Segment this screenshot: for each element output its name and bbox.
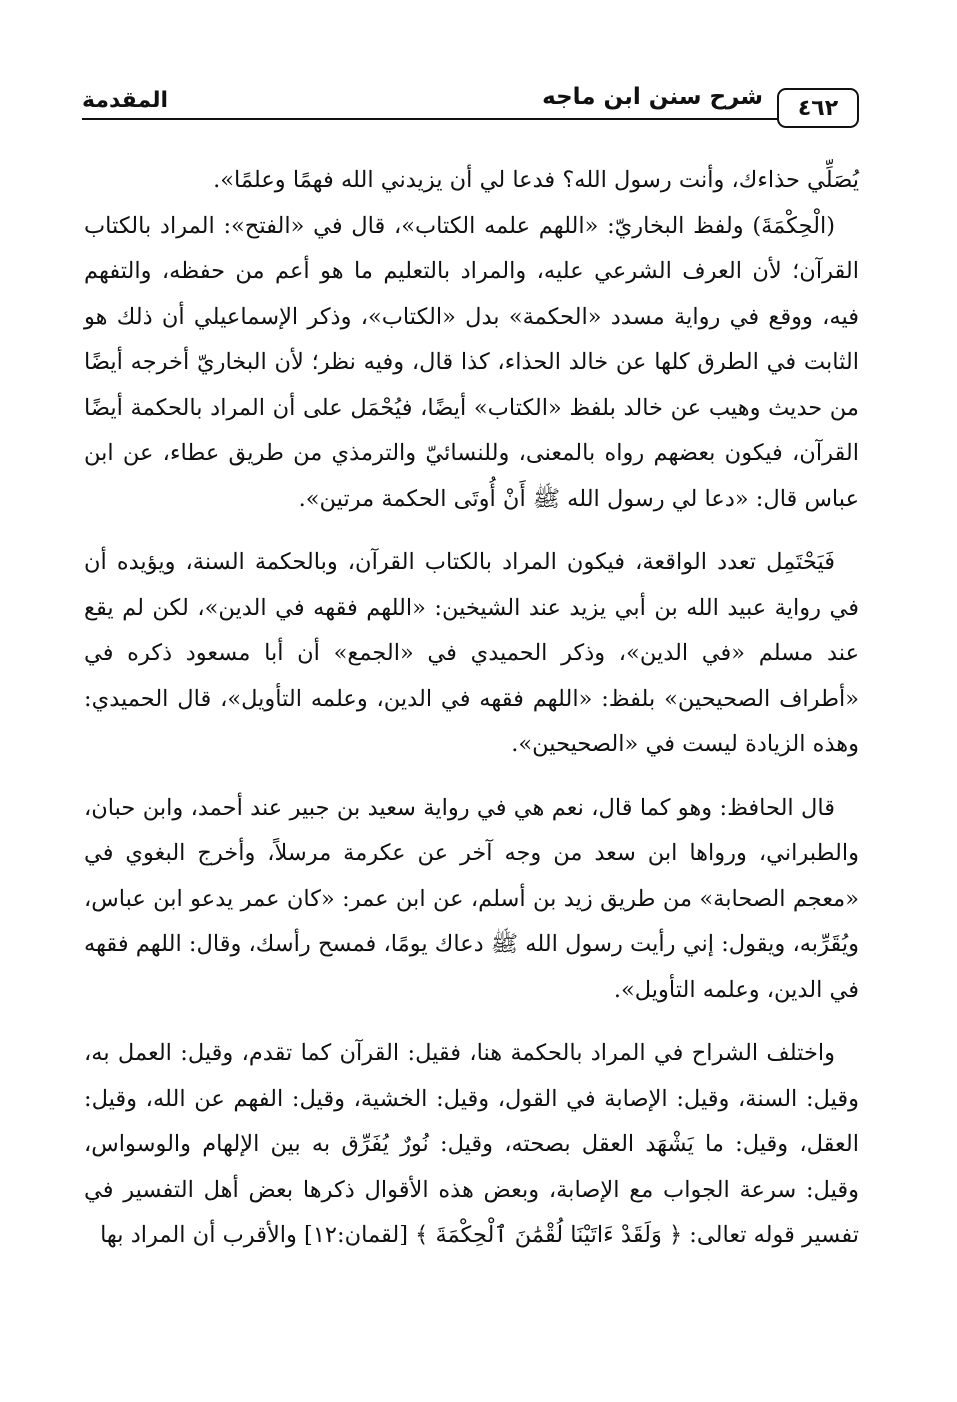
page-header bbox=[82, 78, 859, 136]
main-text bbox=[84, 158, 859, 1259]
book-title: شرح سنن ابن ماجه bbox=[542, 84, 763, 110]
paragraph-3: فَيَحْتَمِل تعدد الواقعة، فيكون المراد بالكتاب القرآن، وبالحكمة السنة، ويؤيده أن في رواية عبيد الله بن أبي يزيد عند الشيخين: «اللهم فقهه في الدين»، لكن لم يقع عند مسلم «في الدين»، وذكر الحميدي في «الجمع» أن أبا مسعود ذكره في «أطراف الصحيحين» بلفظ: «اللهم فقهه في الدين، وعلمه التأويل»، قال الحميدي: وهذه الزيادة ليست في «الصحيحين». bbox=[84, 549, 859, 757]
paragraph-1: يُصَلِّي حذاءك، وأنت رسول الله؟ فدعا لي أن يزيدني الله فهمًا وعلمًا». bbox=[213, 167, 859, 193]
paragraph-5: واختلف الشراح في المراد بالحكمة هنا، فقيل: القرآن كما تقدم، وقيل: العمل به، وقيل: السنة، وقيل: الإصابة في القول، وقيل: الخشية، وقيل: الفهم عن الله، وقيل: العقل، وقيل: ما يَشْهَد العقل بصحته، وقيل: نُورٌ يُفَرِّق به بين الإلهام والوسواس، وقيل: سرعة الجواب مع الإصابة، وبعض هذه الأقوال ذكرها بعض أهل التفسير في تفسير قوله تعالى: ﴿ وَلَقَدْ ءَاتَيْنَا لُقْمَٰنَ ٱلْحِكْمَةَ ﴾ [لقمان:١٢] والأقرب أن المراد بها bbox=[84, 1040, 859, 1248]
page-number-text: ٤٦٢ bbox=[797, 95, 839, 121]
section-title: المقدمة bbox=[82, 88, 169, 113]
page-number bbox=[777, 88, 859, 128]
header-divider bbox=[82, 118, 779, 120]
paragraph-4: قال الحافظ: وهو كما قال، نعم هي في رواية سعيد بن جبير عند أحمد، وابن حبان، والطبراني، ورواها ابن سعد من وجه آخر عن عكرمة مرسلاً، وأخرج البغوي في «معجم الصحابة» من طريق زيد بن أسلم، عن ابن عمر: «كان عمر يدعو ابن عباس، ويُقَرِّبه، ويقول: إني رأيت رسول الله ﷺ دعاك يومًا، فمسح رأسك، وقال: اللهم فقهه في الدين، وعلمه التأويل». bbox=[84, 794, 859, 1003]
paragraph-2: (الْحِكْمَةَ) ولفظ البخاريّ: «اللهم علمه الكتاب»، قال في «الفتح»: المراد بالكتاب القرآن؛ لأن العرف الشرعي عليه، والمراد بالتعليم ما هو أعم من حفظه، والتفهم فيه، ووقع في رواية مسدد «الحكمة» بدل «الكتاب»، وذكر الإسماعيلي أن ذلك هو الثابت في الطرق كلها عن خالد الحذاء، كذا قال، وفيه نظر؛ لأن البخاريّ أخرجه أيضًا من حديث وهيب عن خالد بلفظ «الكتاب» أيضًا، فيُحْمَل على أن المراد بالحكمة أيضًا القرآن، فيكون بعضهم رواه بالمعنى، وللنسائيّ والترمذي من طريق عطاء، عن ابن عباس قال: «دعا لي رسول الله ﷺ أَنْ أُوتَى الحكمة مرتين». bbox=[84, 212, 859, 512]
